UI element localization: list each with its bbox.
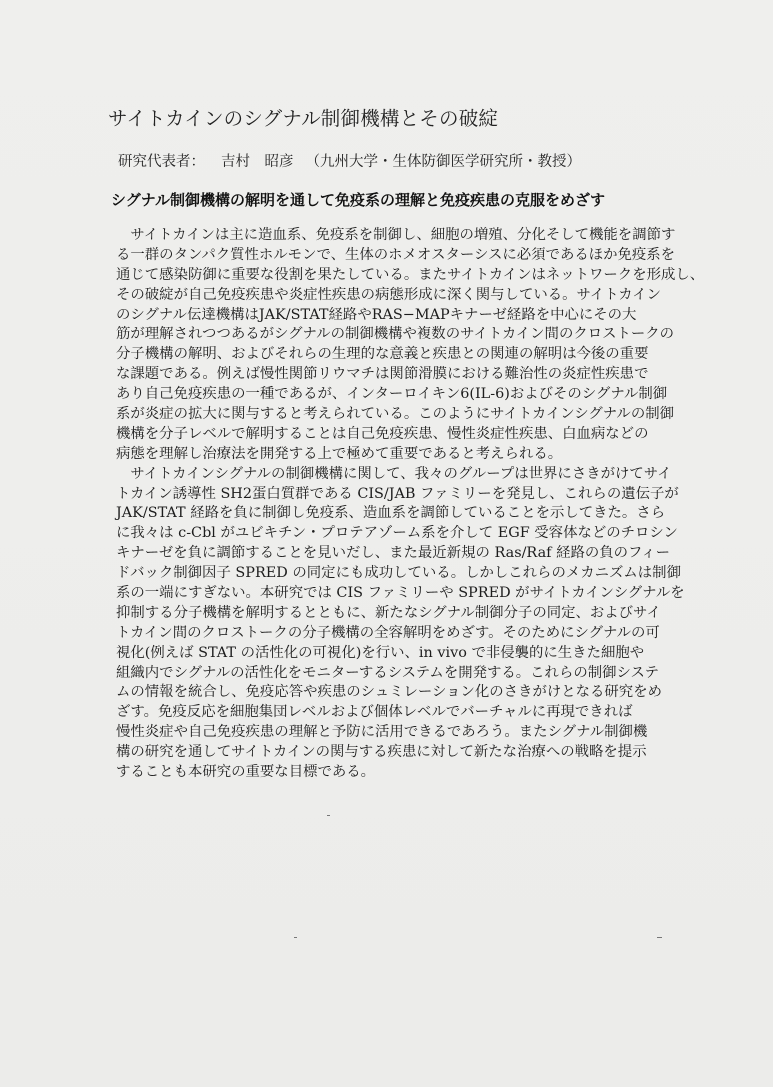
body-line: サイトカインシグナルの制御機構に関して、我々のグループは世界にさきがけてサイ	[116, 465, 672, 482]
body-line: トカイン間のクロストークの分子機構の全容解明をめざす。そのためにシグナルの可	[116, 624, 660, 641]
body-line: 機構を分子レベルで解明することは自己免疫疾患、慢性炎症性疾患、白血病などの	[116, 425, 649, 442]
page-title: サイトカインのシグナル制御機構とその破綻	[108, 107, 499, 130]
body-line: あり自己免疫疾患の一種であるが、インターロイキン6(IL-6)およびそのシグナル制御	[116, 386, 668, 403]
body-line: な課題である。例えば慢性関節リウマチは関節滑膜における難治性の炎症性疾患で	[116, 366, 649, 383]
author-affiliation: （九州大学・生体防御医学研究所・教授）	[305, 154, 581, 170]
body-line: 組織内でシグナルの活性化をモニターするシステムを開発する。これらの制御システ	[116, 664, 659, 681]
body-line: ざす。免疫反応を細胞集団レベルおよび個体レベルでバーチャルに再現できれば	[116, 704, 633, 721]
body-line: のシグナル伝達機構はJAK/STAT経路やRAS−MAPキナーゼ経路を中心にその大	[116, 306, 637, 323]
author-line	[118, 150, 581, 171]
subtitle-heading: シグナル制御機構の解明を通して免疫系の理解と免疫疾患の克服をめざす	[111, 191, 605, 209]
body-line: サイトカインは主に造血系、免疫系を制御し、細胞の増殖、分化そして機能を調節す	[116, 227, 676, 243]
body-line: ドバック制御因子 SPRED の同定にも成功している。しかしこれらのメカニズムは制御	[116, 565, 681, 582]
body-line: その破綻が自己免疫疾患や炎症性疾患の病態形成に深く関与している。サイトカイン	[116, 286, 661, 303]
body-line: ムの情報を統合し、免疫応答や疾患のシュミレーション化のさきがけとなる研究をめ	[116, 684, 662, 701]
body-line: る一群のタンパク質性ホルモンで、生体のホメオスターシスに必須であるほか免疫系を	[116, 246, 676, 263]
body-line: トカイン誘導性 SH2蛋白質群である CIS/JAB ファミリーを発見し、これらの遺伝子が	[116, 485, 679, 502]
body-line: 系が炎症の拡大に関与すると考えられている。このようにサイトカインシグナルの制御	[116, 406, 674, 423]
body-line: キナーゼを負に調節することを見いだし、また最近新規の Ras/Raf 経路の負のフィー	[116, 545, 671, 562]
body-line: 視化(例えば STAT の活性化の可視化)を行い、in vivo で非侵襲的に生きた細胞や	[116, 644, 645, 661]
body-line: JAK/STAT 経路を負に制御し免疫系、造血系を調節していることを示してきた。さら	[116, 505, 666, 522]
body-line: に我々は c-Cbl がユビキチン・プロテアゾーム系を介して EGF 受容体などのチロシン	[116, 525, 678, 542]
scan-mark	[327, 815, 330, 816]
body-line: 分子機構の解明、およびそれらの生理的な意義と疾患との関連の解明は今後の重要	[116, 346, 649, 363]
scan-mark	[294, 937, 297, 938]
author-name: 吉村 昭彦	[221, 154, 294, 170]
body-line: 通じて感染防御に重要な役割を果たしている。またサイトカインはネットワークを形成し、	[116, 266, 705, 283]
body-text	[116, 226, 705, 783]
body-line: 系の一端にすぎない。本研究では CIS ファミリーや SPRED がサイトカインシグナルを	[116, 585, 685, 602]
body-line: 構の研究を通してサイトカインの関与する疾患に対して新たな治療への戦略を提示	[116, 744, 647, 761]
body-line: 慢性炎症や自己免疫疾患の理解と予防に活用できるであろう。またシグナル制御機	[116, 724, 648, 741]
body-line: 病態を理解し治療法を開発する上で極めて重要であると考えられる。	[116, 445, 563, 462]
body-line: することも本研究の重要な目標である。	[116, 764, 376, 781]
scan-mark	[657, 937, 662, 938]
body-line: 抑制する分子機構を解明するとともに、新たなシグナル制御分子の同定、およびサイ	[116, 604, 661, 621]
body-line: 筋が理解されつつあるがシグナルの制御機構や複数のサイトカイン間のクロストークの	[116, 326, 675, 343]
author-label: 研究代表者：	[118, 154, 205, 170]
